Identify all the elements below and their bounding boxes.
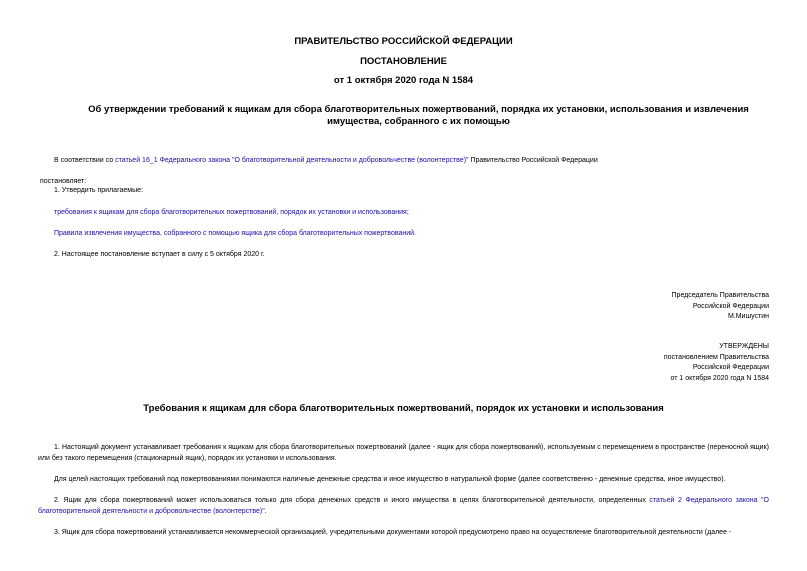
- approved-federation: Российской Федерации: [692, 364, 769, 371]
- header-government: ПРАВИТЕЛЬСТВО РОССИЙСКОЙ ФЕДЕРАЦИИ: [294, 36, 513, 47]
- preamble: [54, 156, 777, 167]
- signature-name: М.Мишустин: [727, 313, 769, 320]
- signature-position: Председатель Правительства: [671, 292, 769, 299]
- section-title: Требования к ящикам для сбора благотворительных пожертвований, порядок их установки и использования: [143, 403, 664, 414]
- signature-federation: Российской Федерации: [692, 302, 769, 310]
- paragraph-2-pre: 2. Ящик для сбора пожертвований может использоваться только для сбора денежных средств и иного имущества в целях благотворительной деятельности, определенных: [54, 497, 650, 504]
- signature-block: [672, 291, 769, 323]
- law-link-article-2[interactable]: статьей 2 Федерального закона "О благотворительной деятельности и добровольчестве (волонтерстве)": [38, 497, 769, 515]
- requirements-link[interactable]: требования к ящикам для сбора благотворительных пожертвований, порядок их установки и использования;: [54, 209, 409, 216]
- approved-date: от 1 октября 2020 года N 1584: [670, 374, 769, 382]
- document-title: Об утверждении требований к ящикам для сбора благотворительных пожертвований, порядка их установки, использования и извлечения имущества, собранного с их помощью: [88, 104, 749, 127]
- approved-label: УТВЕРЖДЕНЫ: [719, 343, 769, 350]
- paragraph-1b: Для целей настоящих требований под пожертвованиями понимаются наличные денежные средства и иное имущество в натуральной форме (далее соответственно - денежные средства, иное имущество).: [54, 476, 726, 483]
- preamble-post: Правительство Российской Федерации: [468, 157, 598, 164]
- item-1: 1. Утвердить прилагаемые:: [54, 187, 143, 194]
- header-resolution: ПОСТАНОВЛЕНИЕ: [360, 56, 447, 67]
- law-link-16-1[interactable]: статьей 16_1 Федерального закона "О благотворительной деятельности и добровольчестве (волонтерстве)": [115, 157, 469, 164]
- preamble-pre: В соответствии со: [54, 157, 116, 164]
- header-date: от 1 октября 2020 года N 1584: [333, 75, 474, 86]
- item-2: 2. Настоящее постановление вступает в силу с 5 октября 2020 г.: [54, 251, 265, 258]
- paragraph-3: 3. Ящик для сбора пожертвований устанавливается некоммерческой организацией, учредительными документами которой предусмотрено право на осуществление благотворительной деятельности (далее -: [54, 529, 732, 536]
- paragraph-2: [38, 496, 769, 517]
- paragraph-2-post: .: [264, 507, 267, 515]
- decides-text: постановляет:: [40, 178, 87, 185]
- rules-link[interactable]: Правила извлечения имущества, собранного с помощью ящика для сбора благотворительных пожертвований.: [54, 230, 417, 237]
- approved-block: [664, 342, 769, 384]
- paragraph-1: 1. Настоящий документ устанавливает требования к ящикам для сбора благотворительных пожертвований (далее - ящик для сбора пожертвований), используемым с перемещением в пространстве (переносной ящик) или без такого перемещения (стационарный ящик), порядок их установки и использования.: [38, 444, 769, 462]
- approved-by: постановлением Правительства: [663, 353, 769, 361]
